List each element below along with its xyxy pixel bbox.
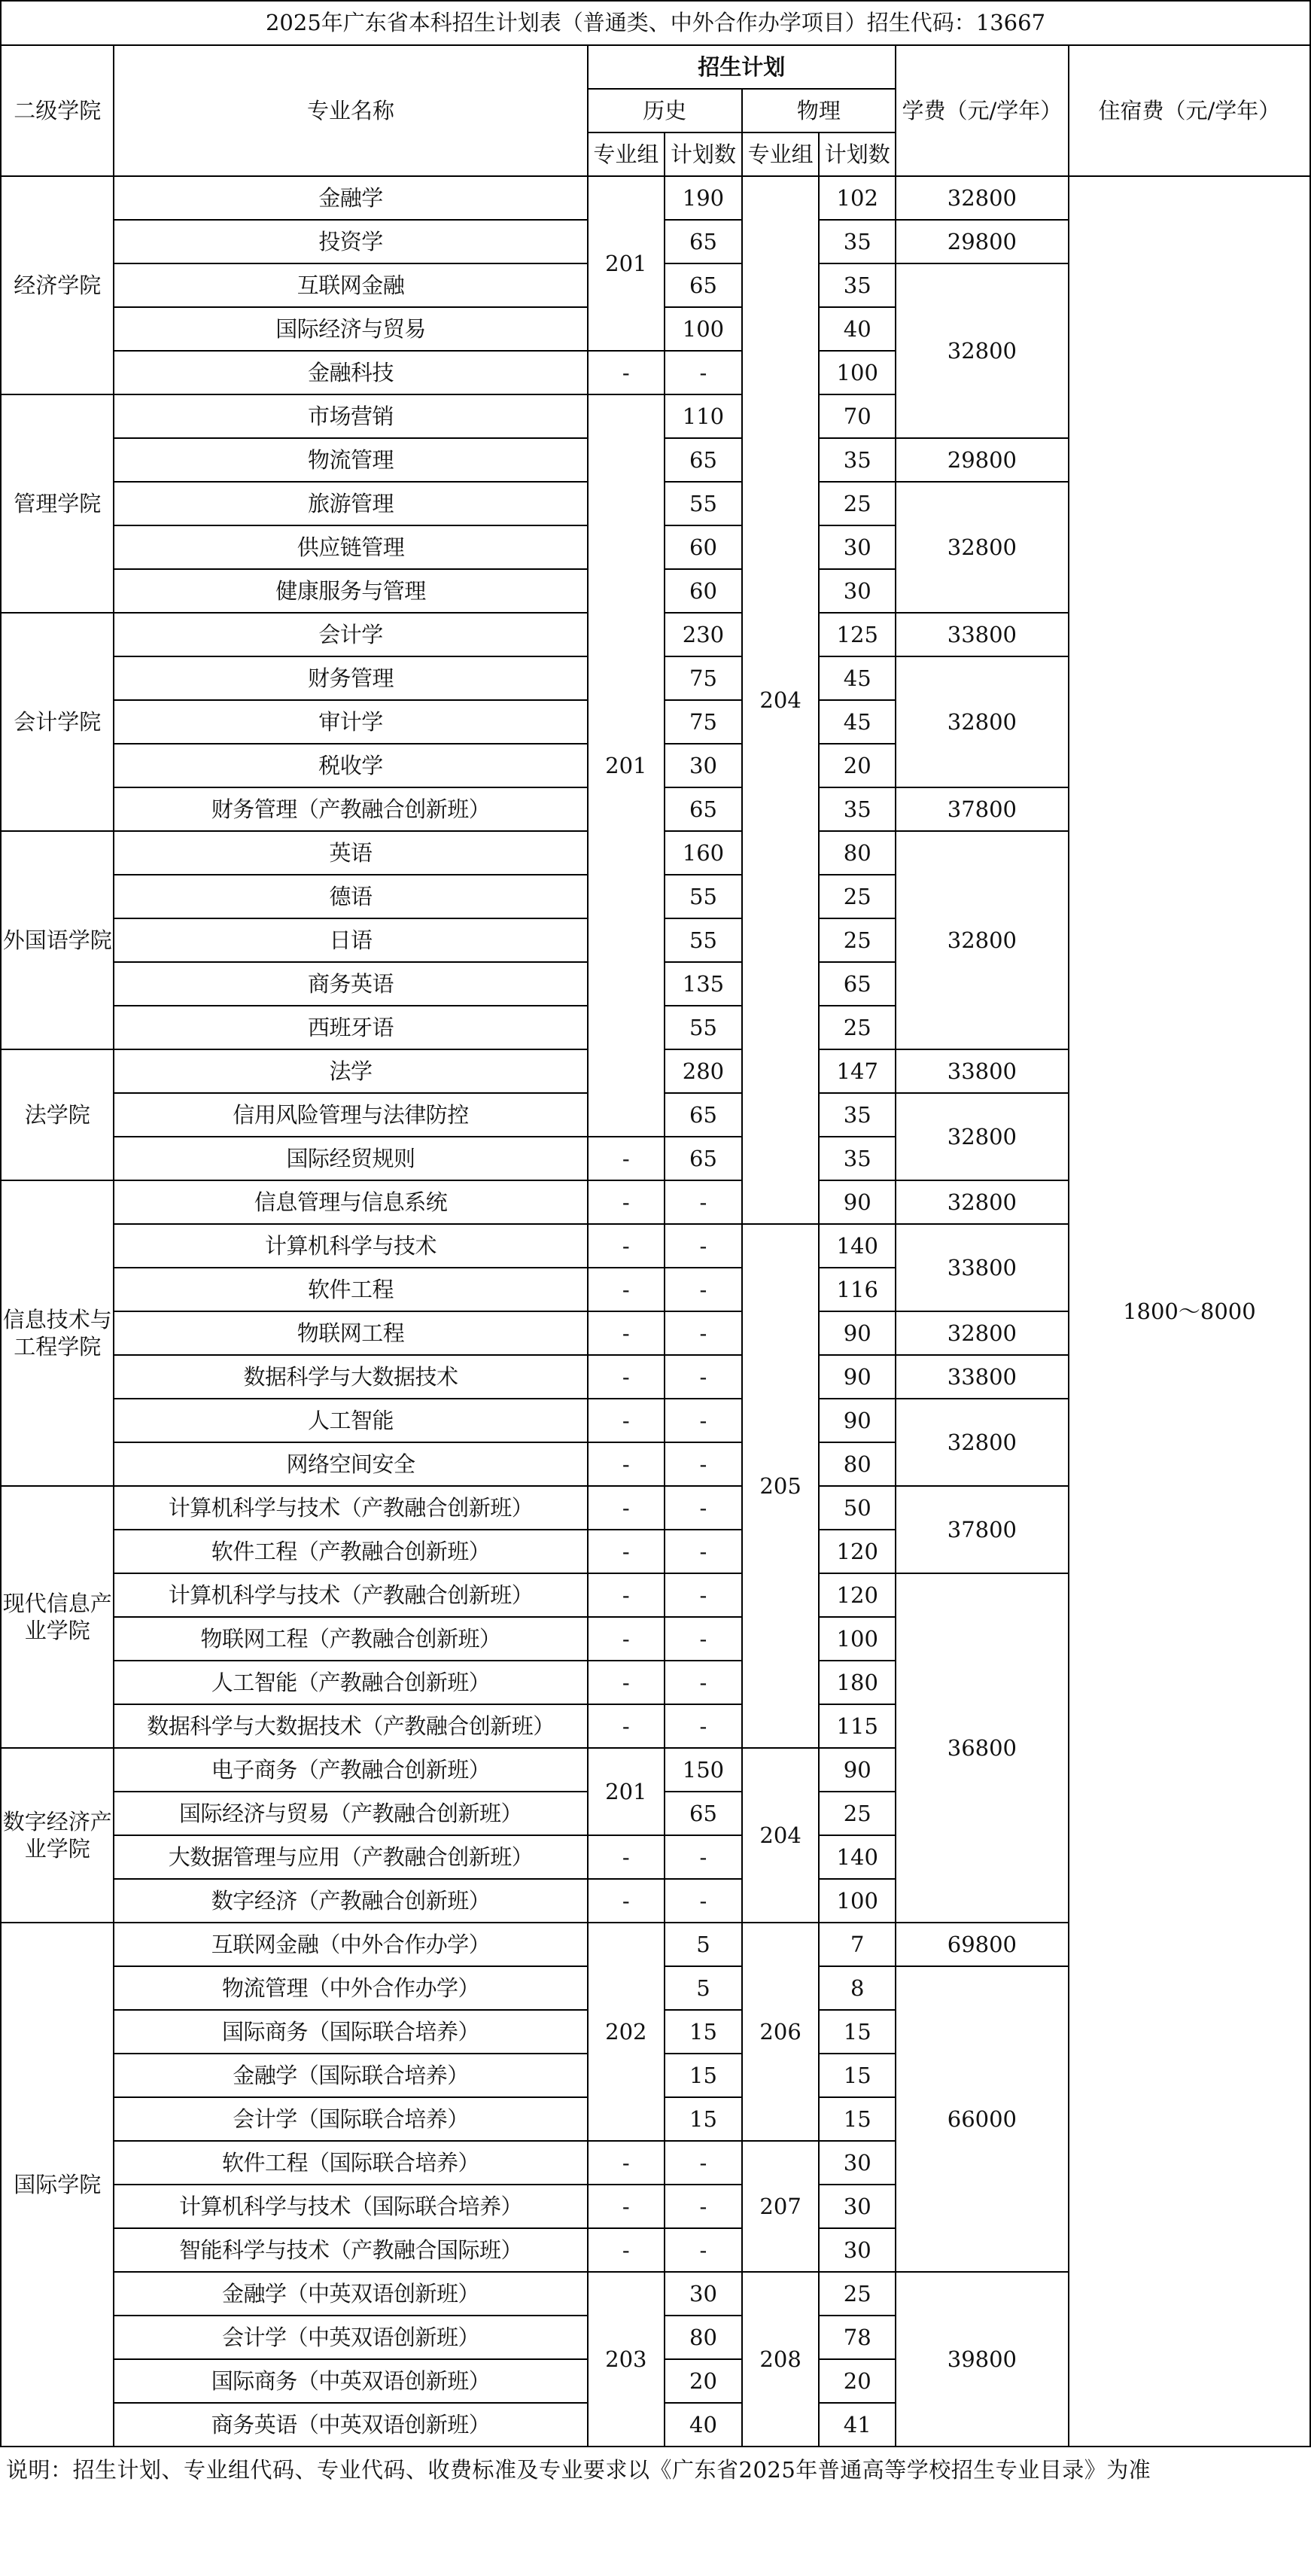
tuition-fee: 36800 (896, 1573, 1069, 1923)
physics-count: 30 (819, 2141, 896, 2185)
history-count: 65 (665, 263, 742, 307)
history-count: 15 (665, 2054, 742, 2097)
physics-count: 102 (819, 176, 896, 220)
physics-count: 35 (819, 438, 896, 482)
history-group: - (588, 1661, 665, 1704)
physics-count: 100 (819, 351, 896, 394)
college-cell: 国际学院 (1, 1923, 114, 2447)
tuition-fee: 32800 (896, 263, 1069, 438)
history-count: - (665, 2228, 742, 2272)
tuition-fee: 33800 (896, 1049, 1069, 1093)
major-name: 英语 (114, 831, 587, 875)
history-group: - (588, 1311, 665, 1355)
history-count: - (665, 1180, 742, 1224)
major-name: 市场营销 (114, 394, 587, 438)
physics-count: 20 (819, 744, 896, 787)
physics-count: 30 (819, 525, 896, 569)
header-physics-group: 专业组 (742, 132, 820, 176)
major-name: 人工智能 (114, 1399, 587, 1442)
major-name: 互联网金融 (114, 263, 587, 307)
major-name: 软件工程 (114, 1268, 587, 1311)
major-name: 税收学 (114, 744, 587, 787)
physics-count: 140 (819, 1835, 896, 1879)
physics-count: 115 (819, 1704, 896, 1748)
history-group: 201 (588, 176, 665, 351)
history-count: 75 (665, 656, 742, 700)
header-tuition: 学费（元/学年） (896, 45, 1069, 176)
physics-count: 35 (819, 1137, 896, 1180)
history-group: - (588, 1704, 665, 1748)
physics-count: 90 (819, 1399, 896, 1442)
physics-count: 7 (819, 1923, 896, 1966)
history-count: 100 (665, 307, 742, 351)
physics-group: 204 (742, 1748, 820, 1923)
history-count: 40 (665, 2403, 742, 2447)
history-count: 65 (665, 787, 742, 831)
major-name: 会计学（国际联合培养） (114, 2097, 587, 2141)
physics-count: 70 (819, 394, 896, 438)
tuition-fee: 32800 (896, 1180, 1069, 1224)
major-name: 金融学（国际联合培养） (114, 2054, 587, 2097)
table-title: 2025年广东省本科招生计划表（普通类、中外合作办学项目）招生代码：13667 (1, 1, 1310, 45)
major-name: 网络空间安全 (114, 1442, 587, 1486)
history-count: 65 (665, 1792, 742, 1835)
history-group: 201 (588, 394, 665, 1137)
history-count: 65 (665, 438, 742, 482)
physics-count: 120 (819, 1530, 896, 1573)
header-physics-count: 计划数 (819, 132, 896, 176)
major-name: 数字经济（产教融合创新班） (114, 1879, 587, 1923)
physics-count: 116 (819, 1268, 896, 1311)
major-name: 西班牙语 (114, 1006, 587, 1049)
history-count: - (665, 351, 742, 394)
physics-count: 25 (819, 2272, 896, 2316)
physics-count: 35 (819, 220, 896, 263)
tuition-fee: 32800 (896, 482, 1069, 613)
tuition-fee: 32800 (896, 656, 1069, 787)
tuition-fee: 32800 (896, 1399, 1069, 1486)
tuition-fee: 69800 (896, 1923, 1069, 1966)
tuition-fee: 37800 (896, 1486, 1069, 1573)
tuition-fee: 33800 (896, 1224, 1069, 1311)
tuition-fee: 32800 (896, 176, 1069, 220)
history-count: 30 (665, 2272, 742, 2316)
history-group: - (588, 1835, 665, 1879)
major-name: 信息管理与信息系统 (114, 1180, 587, 1224)
physics-count: 25 (819, 1006, 896, 1049)
header-college: 二级学院 (1, 45, 114, 176)
physics-count: 80 (819, 1442, 896, 1486)
major-name: 财务管理 (114, 656, 587, 700)
history-count: 160 (665, 831, 742, 875)
physics-count: 90 (819, 1748, 896, 1792)
college-cell: 现代信息产业学院 (1, 1486, 114, 1748)
history-group: - (588, 351, 665, 394)
history-count: - (665, 1268, 742, 1311)
physics-count: 80 (819, 831, 896, 875)
major-name: 会计学 (114, 613, 587, 656)
major-name: 物联网工程 (114, 1311, 587, 1355)
physics-count: 35 (819, 787, 896, 831)
history-count: - (665, 1355, 742, 1399)
history-count: - (665, 1442, 742, 1486)
history-count: 280 (665, 1049, 742, 1093)
physics-count: 78 (819, 2316, 896, 2359)
history-count: 60 (665, 569, 742, 613)
physics-count: 45 (819, 656, 896, 700)
header-history-count: 计划数 (665, 132, 742, 176)
physics-count: 8 (819, 1966, 896, 2010)
physics-count: 25 (819, 1792, 896, 1835)
physics-count: 120 (819, 1573, 896, 1617)
major-name: 国际经济与贸易（产教融合创新班） (114, 1792, 587, 1835)
physics-count: 25 (819, 482, 896, 525)
major-name: 物流管理 (114, 438, 587, 482)
college-cell: 信息技术与工程学院 (1, 1180, 114, 1486)
history-group: - (588, 1879, 665, 1923)
physics-count: 30 (819, 569, 896, 613)
major-name: 财务管理（产教融合创新班） (114, 787, 587, 831)
history-group: - (588, 1399, 665, 1442)
history-group: - (588, 1530, 665, 1573)
history-count: 75 (665, 700, 742, 744)
major-name: 电子商务（产教融合创新班） (114, 1748, 587, 1792)
history-group: - (588, 1180, 665, 1224)
history-count: - (665, 1486, 742, 1530)
physics-count: 147 (819, 1049, 896, 1093)
physics-group: 207 (742, 2141, 820, 2272)
tuition-fee: 33800 (896, 1355, 1069, 1399)
tuition-fee: 37800 (896, 787, 1069, 831)
header-history-group: 专业组 (588, 132, 665, 176)
major-name: 国际商务（中英双语创新班） (114, 2359, 587, 2403)
history-group: - (588, 1617, 665, 1661)
physics-count: 40 (819, 307, 896, 351)
history-group: - (588, 1224, 665, 1268)
history-group: 202 (588, 1923, 665, 2141)
history-count: - (665, 1530, 742, 1573)
major-name: 软件工程（产教融合创新班） (114, 1530, 587, 1573)
tuition-fee: 66000 (896, 1966, 1069, 2272)
physics-count: 41 (819, 2403, 896, 2447)
physics-count: 35 (819, 1093, 896, 1137)
major-name: 大数据管理与应用（产教融合创新班） (114, 1835, 587, 1879)
history-group: 201 (588, 1748, 665, 1835)
history-group: - (588, 2228, 665, 2272)
major-name: 智能科学与技术（产教融合国际班） (114, 2228, 587, 2272)
major-name: 国际经济与贸易 (114, 307, 587, 351)
history-group: 203 (588, 2272, 665, 2447)
tuition-fee: 32800 (896, 1311, 1069, 1355)
major-name: 审计学 (114, 700, 587, 744)
history-count: - (665, 1573, 742, 1617)
history-count: - (665, 2185, 742, 2228)
history-count: - (665, 1399, 742, 1442)
history-group: - (588, 1486, 665, 1530)
history-count: 20 (665, 2359, 742, 2403)
major-name: 物联网工程（产教融合创新班） (114, 1617, 587, 1661)
major-name: 计算机科学与技术 (114, 1224, 587, 1268)
physics-count: 25 (819, 875, 896, 918)
physics-count: 100 (819, 1879, 896, 1923)
dorm-fee: 1800～8000 (1069, 176, 1310, 2447)
physics-count: 100 (819, 1617, 896, 1661)
major-name: 计算机科学与技术（国际联合培养） (114, 2185, 587, 2228)
college-cell: 会计学院 (1, 613, 114, 831)
history-count: 65 (665, 1093, 742, 1137)
physics-count: 65 (819, 962, 896, 1006)
physics-count: 90 (819, 1355, 896, 1399)
history-count: 60 (665, 525, 742, 569)
major-name: 软件工程（国际联合培养） (114, 2141, 587, 2185)
history-group: - (588, 2185, 665, 2228)
major-name: 人工智能（产教融合创新班） (114, 1661, 587, 1704)
college-cell: 经济学院 (1, 176, 114, 394)
history-count: - (665, 1311, 742, 1355)
history-group: - (588, 1573, 665, 1617)
header-major: 专业名称 (114, 45, 587, 176)
major-name: 金融学 (114, 176, 587, 220)
major-name: 商务英语 (114, 962, 587, 1006)
tuition-fee: 29800 (896, 220, 1069, 263)
history-count: - (665, 1704, 742, 1748)
history-count: 110 (665, 394, 742, 438)
history-group: - (588, 1268, 665, 1311)
physics-count: 125 (819, 613, 896, 656)
physics-group: 206 (742, 1923, 820, 2141)
history-group: - (588, 1355, 665, 1399)
major-name: 法学 (114, 1049, 587, 1093)
physics-count: 50 (819, 1486, 896, 1530)
major-name: 金融学（中英双语创新班） (114, 2272, 587, 2316)
history-count: - (665, 2141, 742, 2185)
history-count: 5 (665, 1966, 742, 2010)
header-plan: 招生计划 (588, 45, 896, 89)
header-dorm: 住宿费（元/学年） (1069, 45, 1310, 176)
history-count: 230 (665, 613, 742, 656)
history-count: 55 (665, 482, 742, 525)
physics-count: 15 (819, 2097, 896, 2141)
table-body (1, 176, 1310, 2447)
major-name: 会计学（中英双语创新班） (114, 2316, 587, 2359)
physics-count: 25 (819, 918, 896, 962)
header-history: 历史 (588, 89, 742, 132)
history-count: 80 (665, 2316, 742, 2359)
major-name: 日语 (114, 918, 587, 962)
college-cell: 外国语学院 (1, 831, 114, 1049)
major-name: 国际商务（国际联合培养） (114, 2010, 587, 2054)
history-count: 55 (665, 1006, 742, 1049)
physics-count: 15 (819, 2010, 896, 2054)
physics-count: 180 (819, 1661, 896, 1704)
history-group: - (588, 1442, 665, 1486)
physics-count: 90 (819, 1180, 896, 1224)
header-physics: 物理 (742, 89, 896, 132)
table-row (1, 176, 1310, 220)
physics-count: 45 (819, 700, 896, 744)
major-name: 供应链管理 (114, 525, 587, 569)
major-name: 物流管理（中外合作办学） (114, 1966, 587, 2010)
major-name: 德语 (114, 875, 587, 918)
major-name: 金融科技 (114, 351, 587, 394)
tuition-fee: 32800 (896, 1093, 1069, 1180)
physics-count: 30 (819, 2228, 896, 2272)
history-count: 5 (665, 1923, 742, 1966)
tuition-fee: 39800 (896, 2272, 1069, 2447)
history-count: 150 (665, 1748, 742, 1792)
physics-group: 208 (742, 2272, 820, 2447)
major-name: 健康服务与管理 (114, 569, 587, 613)
history-count: - (665, 1835, 742, 1879)
history-count: 135 (665, 962, 742, 1006)
tuition-fee: 33800 (896, 613, 1069, 656)
physics-count: 15 (819, 2054, 896, 2097)
major-name: 计算机科学与技术（产教融合创新班） (114, 1486, 587, 1530)
major-name: 互联网金融（中外合作办学） (114, 1923, 587, 1966)
college-cell: 法学院 (1, 1049, 114, 1180)
major-name: 商务英语（中英双语创新班） (114, 2403, 587, 2447)
physics-count: 90 (819, 1311, 896, 1355)
major-name: 国际经贸规则 (114, 1137, 587, 1180)
history-count: 15 (665, 2010, 742, 2054)
college-cell: 数字经济产业学院 (1, 1748, 114, 1923)
major-name: 数据科学与大数据技术 (114, 1355, 587, 1399)
history-count: - (665, 1617, 742, 1661)
footer-note: 说明：招生计划、专业组代码、专业代码、收费标准及专业要求以《广东省2025年普通高等学校招生专业目录》为准 (6, 2457, 1151, 2483)
history-count: - (665, 1224, 742, 1268)
physics-group: 204 (742, 176, 820, 1224)
history-count: 15 (665, 2097, 742, 2141)
history-count: - (665, 1661, 742, 1704)
history-count: 55 (665, 918, 742, 962)
physics-count: 30 (819, 2185, 896, 2228)
major-name: 信用风险管理与法律防控 (114, 1093, 587, 1137)
major-name: 投资学 (114, 220, 587, 263)
tuition-fee: 32800 (896, 831, 1069, 1049)
history-count: - (665, 1879, 742, 1923)
history-group: - (588, 2141, 665, 2185)
history-count: 30 (665, 744, 742, 787)
tuition-fee: 29800 (896, 438, 1069, 482)
physics-count: 20 (819, 2359, 896, 2403)
college-cell: 管理学院 (1, 394, 114, 613)
physics-count: 140 (819, 1224, 896, 1268)
major-name: 数据科学与大数据技术（产教融合创新班） (114, 1704, 587, 1748)
history-count: 65 (665, 1137, 742, 1180)
physics-count: 35 (819, 263, 896, 307)
history-group: - (588, 1137, 665, 1180)
history-count: 55 (665, 875, 742, 918)
physics-group: 205 (742, 1224, 820, 1748)
history-count: 65 (665, 220, 742, 263)
major-name: 旅游管理 (114, 482, 587, 525)
history-count: 190 (665, 176, 742, 220)
major-name: 计算机科学与技术（产教融合创新班） (114, 1573, 587, 1617)
